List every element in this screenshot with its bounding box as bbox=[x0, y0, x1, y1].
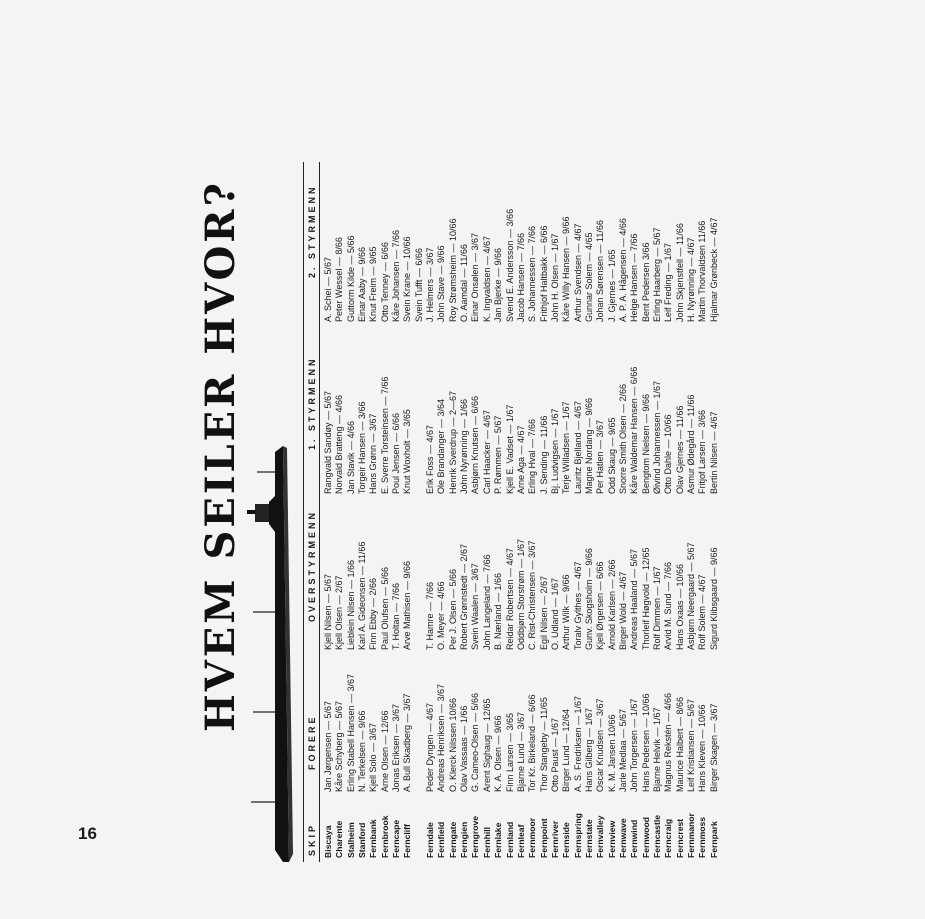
table-cell: Bengtom Nielsen — 9/66 bbox=[640, 393, 651, 494]
table-cell: Per Hatlen — 3/67 bbox=[595, 419, 606, 494]
table-cell: Magne Nordang — 9/66 bbox=[583, 397, 594, 494]
table-cell: Toralv Gylthes — 4/67 bbox=[572, 561, 583, 650]
table-cell: John Torgersen — 1/67 bbox=[629, 698, 640, 792]
table-cell: John Stave — 9/66 bbox=[436, 245, 447, 322]
table-cell: Magnus Rekstén — 4/66 bbox=[663, 692, 674, 792]
table-cell: Odd Skaug — 9/65 bbox=[606, 417, 617, 494]
table-cell: Jonas Eriksen — 3/67 bbox=[391, 703, 402, 792]
table-cell: Stanford bbox=[357, 822, 368, 858]
table-cell: Thorleif Høgvold — 12/65 bbox=[640, 547, 651, 650]
table-cell: Fernhill bbox=[481, 826, 492, 858]
table-cell: Bertin Nilsen — 4/67 bbox=[708, 411, 719, 494]
table-cell: Thor Stangeby — 11/65 bbox=[538, 697, 549, 792]
table-cell: Fernmoss bbox=[697, 816, 708, 858]
table-cell: O. Udland — 1/67 bbox=[549, 577, 560, 650]
table-cell: Robert Grønnstedt — 2/67 bbox=[459, 543, 470, 650]
table-cell: Per J. Olsen — 5/66 bbox=[447, 568, 458, 650]
table-cell: S. Johannessen — 7/66 bbox=[527, 225, 538, 322]
table-cell: Henrik Sverdrup — 2—67 bbox=[447, 390, 458, 494]
table-cell: Øivind Johannessen — 1/67 bbox=[651, 380, 662, 494]
table-cell: Fernbrook bbox=[379, 815, 390, 858]
table-cell: Lieblein Nilsen — 1/66 bbox=[345, 559, 356, 650]
table-cell: P. Rømmen — 5/67 bbox=[493, 415, 504, 494]
table-cell: Karl A. Gideonsen — 11/66 bbox=[357, 541, 368, 650]
table-cell: Fernfield bbox=[436, 821, 447, 858]
table-cell: Hans Pedersen — 10/66 bbox=[640, 693, 651, 792]
table-cell: Andreas Henriksen — 3/67 bbox=[436, 683, 447, 792]
table-cell: Terje Willadsen — 1/67 bbox=[561, 401, 572, 494]
table-cell: Svein Tufft — 6/66 bbox=[413, 248, 424, 322]
table-cell: Martin Thorvaldsen 11/66 bbox=[697, 220, 708, 322]
table-cell: Jan Stavik — 4/66 bbox=[345, 420, 356, 494]
table-cell: Erling Stabell Hansen — 3/67 bbox=[345, 673, 356, 792]
table-cell: Sigurd Klibsgaard — 9/66 bbox=[708, 547, 719, 650]
table-cell: K. A. Olsen — 9/66 bbox=[493, 715, 504, 792]
table-cell: A. Schei — 5/67 bbox=[323, 256, 333, 322]
table-cell: John Nyrønning — 1/66 bbox=[459, 398, 470, 494]
table-cell: Birger Lund — 12/64 bbox=[561, 708, 572, 792]
rotated-table bbox=[195, 162, 925, 862]
table-cell: Arent Sighaug — 12/65 bbox=[481, 698, 492, 792]
table-cell: Ferncliff bbox=[402, 824, 413, 858]
table-cell: Bjarne Lund — 3/67 bbox=[515, 711, 526, 792]
table-cell: Lauritz Bjelland — 4/67 bbox=[572, 400, 583, 494]
table-cell: Fernside bbox=[561, 822, 572, 858]
table-cell: Birger Wold — 4/67 bbox=[617, 571, 628, 650]
table-cell: Fernpark bbox=[708, 821, 719, 858]
table-cell: N. Terkelsen — 9/66 bbox=[357, 710, 368, 792]
table-cell: Rolf Dimmen — 1/67 bbox=[651, 566, 662, 650]
table-cell: T. Hamre — 7/66 bbox=[425, 581, 436, 650]
table-cell: K. Ingvaldsen — 4/67 bbox=[481, 235, 492, 322]
header-skip: SKIP bbox=[307, 822, 317, 856]
table-cell: Svein Waalen — 3/67 bbox=[470, 563, 481, 650]
table-cell: O. Aamdal — 11/66 bbox=[459, 244, 470, 322]
table-cell: Fritjof Larsen — 3/66 bbox=[697, 409, 708, 494]
table-cell: Fernspring bbox=[572, 813, 583, 858]
table-cell: Einar Onsølen — 3/67 bbox=[470, 232, 481, 322]
table-cell: Fernwind bbox=[629, 819, 640, 858]
table-cell: J. Helmers — 3/67 bbox=[425, 247, 436, 322]
table-cell: Arve Mathisen — 9/66 bbox=[402, 560, 413, 650]
table-cell: Peder Dyngen — 4/67 bbox=[425, 702, 436, 792]
table-cell: Asmur Ødegård — 11/66 bbox=[686, 394, 696, 494]
table-cell: Andreas Haaland — 5/67 bbox=[629, 548, 640, 650]
table-cell: Jarle Medlaa — 5/67 bbox=[617, 708, 628, 792]
table-cell: Hans Grønn — 3/67 bbox=[368, 413, 379, 494]
page-number: 16 bbox=[78, 824, 97, 843]
table-cell: Oscar Knudsen — 3/67 bbox=[595, 698, 606, 792]
table-cell: E. Sverre Torsteinsen — 7/66 bbox=[379, 376, 390, 494]
table-cell: Finn Ebby — 2/66 bbox=[368, 577, 379, 650]
header-styrmenn1: 1. STYRMENN bbox=[307, 356, 317, 450]
table-cell: Jan Jørgensen — 5/67 bbox=[323, 700, 333, 792]
table-cell: Biscaya bbox=[323, 825, 333, 858]
table-cell: Egil Nilsen — 2/67 bbox=[538, 575, 549, 650]
table-cell: Ferncrest bbox=[674, 818, 685, 858]
ship-illustration bbox=[225, 162, 305, 862]
table-cell: Maurice Halbert — 8/66 bbox=[674, 696, 685, 792]
table-cell: O. Klerck Nilssen 10/66 bbox=[447, 697, 458, 792]
table-cell: Fernvalley bbox=[595, 815, 606, 858]
table-cell: B. Nærland — 1/66 bbox=[493, 572, 504, 650]
table-cell: Hans Gilberg — 1/67 bbox=[583, 707, 594, 792]
table-cell: Helge Hansen — 7/66 bbox=[629, 233, 640, 322]
column-overstyrmenn bbox=[323, 539, 720, 650]
table-cell: Hans Oxaas — 10/66 bbox=[674, 563, 685, 650]
table-cell: J. Sending — 11/66 bbox=[538, 415, 549, 494]
column-skip bbox=[323, 813, 720, 858]
table-cell: Ferngien bbox=[459, 821, 470, 858]
table-cell: Kåre Willy Hansen — 9/66 bbox=[561, 216, 572, 322]
table-cell: Kåre Schyberg — 5/67 bbox=[334, 700, 345, 792]
header-styrmenn2: 2. STYRMENN bbox=[307, 184, 317, 278]
table-cell: Hjalmar Grønbeck — 4/67 bbox=[708, 217, 719, 322]
table-cell: A. Bull Skadberg — 3/67 bbox=[402, 693, 413, 792]
table-cell: Ferngate bbox=[447, 821, 458, 858]
table-cell: Ferncraig bbox=[663, 818, 674, 858]
table-cell: John H. Olsen — 1/67 bbox=[549, 233, 560, 322]
column-forere bbox=[323, 674, 720, 792]
table-cell: Arthur Svendsen — 4/67 bbox=[572, 223, 583, 322]
table-cell: O. Meyer — 4/66 bbox=[436, 581, 447, 650]
table-cell: Gunnar Solem — 4/65 bbox=[583, 232, 594, 322]
table-cell: Arthur Wilk — 9/66 bbox=[561, 574, 572, 650]
table-cell: Jan Bjerke — 9/66 bbox=[493, 247, 504, 322]
table-cell: Leif Kristiansen — 5/67 bbox=[686, 698, 696, 792]
table-cell: Ferncastle bbox=[651, 815, 662, 858]
table-cell: Arne Aga — 4/67 bbox=[515, 425, 526, 494]
table-cell: Otto Dahle — 10/66 bbox=[663, 414, 674, 494]
table-cell: Svein Krane — 10/66 bbox=[402, 236, 413, 322]
table-cell: Johan Sørensen — 11/66 bbox=[595, 220, 606, 322]
table-cell: Hans Kleven — 10/66 bbox=[697, 704, 708, 792]
table-cell: Erling Haarberg — 5/67 bbox=[651, 227, 662, 322]
table-cell: Carl Haacker — 4/67 bbox=[481, 409, 492, 494]
table-cell: J. Gjernes — 1/65 bbox=[606, 249, 617, 322]
table-cell: John Skjenstfell — 11/66 bbox=[674, 223, 685, 322]
table-cell: Kåre Johansen — 7/66 bbox=[391, 229, 402, 322]
table-cell: Otto Paust — 1/67 bbox=[549, 717, 560, 792]
table-cell: Kjell Solo — 3/67 bbox=[368, 722, 379, 792]
table-cell: Arnold Karlsen — 2/66 bbox=[606, 559, 617, 650]
table-cell: Fernriver bbox=[549, 820, 560, 858]
table-cell: Frithjof Haltbakk — 6/66 bbox=[538, 225, 549, 322]
table-cell: Snorre Smith Olsen — 2/66 bbox=[617, 383, 628, 494]
table-cell: A. P. A. Hågensen — 4/66 bbox=[617, 218, 628, 322]
table-cell: Arne Olsen — 12/66 bbox=[379, 710, 390, 792]
table-cell: Fernmoor bbox=[527, 817, 538, 858]
table-cell: Olav Gjernes — 11/66 bbox=[674, 405, 685, 494]
page-title: HVEM SEILER HVOR? bbox=[197, 180, 244, 733]
table-cell: Norvald Bratteng — 4/66 bbox=[334, 394, 345, 494]
table-cell: Fernbank bbox=[368, 819, 379, 858]
table-cell: Knut Freim — 9/65 bbox=[368, 246, 379, 322]
header-overstyrmenn: OVERSTYRMENN bbox=[307, 509, 317, 622]
table-cell: Jacob Hansen — 7/66 bbox=[515, 232, 526, 322]
table-cell: Tor Kr. Birkeland — 6/66 bbox=[527, 694, 538, 792]
table-cell: K. M. Jansen 10/66 bbox=[606, 714, 617, 792]
table-cell: Bjarne Helvik — 1/67 bbox=[651, 707, 662, 792]
table-cell: Leif Freding — 1/67 bbox=[663, 242, 674, 322]
table-cell: Fernleaf bbox=[515, 824, 526, 858]
table-cell: T. Holtan — 7/66 bbox=[391, 582, 402, 650]
table-cell: Gunv. Skogsholm — 9/66 bbox=[583, 548, 594, 650]
table-cell: John Langeland — 7/66 bbox=[481, 554, 492, 650]
table-cell: Otto Tenney — 6/66 bbox=[379, 242, 390, 322]
table-cell: Einar Aaby — 9/66 bbox=[357, 246, 368, 322]
table-cell: Ferncape bbox=[391, 819, 402, 858]
table-cell: Erik Foss — 4/67 bbox=[425, 424, 436, 494]
table-cell: Ole Brandanger — 3/64 bbox=[436, 398, 447, 494]
table-cell: Fernmanor bbox=[686, 813, 696, 858]
table-cell: Erling Hval — 7/66 bbox=[527, 418, 538, 494]
table-cell: Knut Woxholt — 3/65 bbox=[402, 409, 413, 494]
table-cell: Fernwave bbox=[617, 818, 628, 858]
table-cell: Rangvald Sandøy — 5/67 bbox=[323, 390, 333, 494]
table-cell: Fernland bbox=[504, 821, 515, 858]
table-cell: Fernlake bbox=[493, 822, 504, 858]
table-cell: Kjell Nilsen — 5/67 bbox=[323, 573, 333, 650]
table-cell: Oddbjørn Storstrøm — 1/67 bbox=[515, 538, 526, 650]
table-cell: Roy Strømsheim — 10/66 bbox=[447, 218, 458, 322]
table-cell: Charente bbox=[334, 820, 345, 858]
table-cell: Rolf Solem — 4/67 bbox=[697, 574, 708, 650]
table-cell: Reidar Robertsen — 4/67 bbox=[504, 547, 515, 650]
table-cell: Asbjørn Neergaard — 5/67 bbox=[686, 542, 696, 650]
table-cell: Bj. Ludvigsen — 1/67 bbox=[549, 408, 560, 494]
table-cell: Fernpoint bbox=[538, 818, 549, 858]
table-cell: Kåre Waldemar Hansen — 6/66 bbox=[629, 366, 640, 494]
table-cell: Peter Wessel — 8/66 bbox=[334, 237, 345, 322]
table-cell: A. S. Fredriksen — 1/67 bbox=[572, 695, 583, 792]
table-cell: Ferngrove bbox=[470, 815, 481, 858]
table-cell: Kjell Ørgersen — 6/66 bbox=[595, 561, 606, 650]
table-cell: Poul Jensen — 6/66 bbox=[391, 412, 402, 494]
table-cell: Kjell Olsen — 2/67 bbox=[334, 575, 345, 650]
table-cell: H. Nyrønning — 4/67 bbox=[686, 237, 696, 322]
table-cell: G. Cameo-Olsen — 5/66 bbox=[470, 692, 481, 792]
table-cell: Svend E. Andersson — 3/66 bbox=[504, 208, 515, 322]
column-styrmenn2 bbox=[323, 209, 720, 322]
table-cell: Finn Larsen — 3/65 bbox=[504, 712, 515, 792]
table-cell: Guttorm Kilde — 5/66 bbox=[345, 235, 356, 322]
table-cell: Ferndale bbox=[425, 822, 436, 858]
table-cell: Birger Skagen — 3/67 bbox=[708, 703, 719, 792]
table-cell: Bent Pedersen 3/66 bbox=[640, 242, 651, 322]
table-cell: Asbjørn Knutsen — 6/66 bbox=[470, 395, 481, 494]
table-cell: Paul Olufsen — 5/66 bbox=[379, 566, 390, 650]
column-styrmenn1 bbox=[323, 367, 720, 494]
table-cell: Kjell E. Vadset — 1/67 bbox=[504, 404, 515, 494]
table-cell: C. Rist-Christensen — 3/67 bbox=[527, 540, 538, 650]
table-cell: Olav Vassaas — 1/66 bbox=[459, 705, 470, 792]
header-forere: FORERE bbox=[307, 714, 317, 770]
table-cell: Torgeir Hansen — 3/66 bbox=[357, 401, 368, 494]
table-cell: Fernstate bbox=[583, 819, 594, 858]
table-cell: Arvid M. Sund — 7/66 bbox=[663, 561, 674, 650]
table-cell: Stalheim bbox=[345, 822, 356, 858]
table-cell: Fernview bbox=[606, 820, 617, 858]
table-cell: Fernwood bbox=[640, 816, 651, 858]
